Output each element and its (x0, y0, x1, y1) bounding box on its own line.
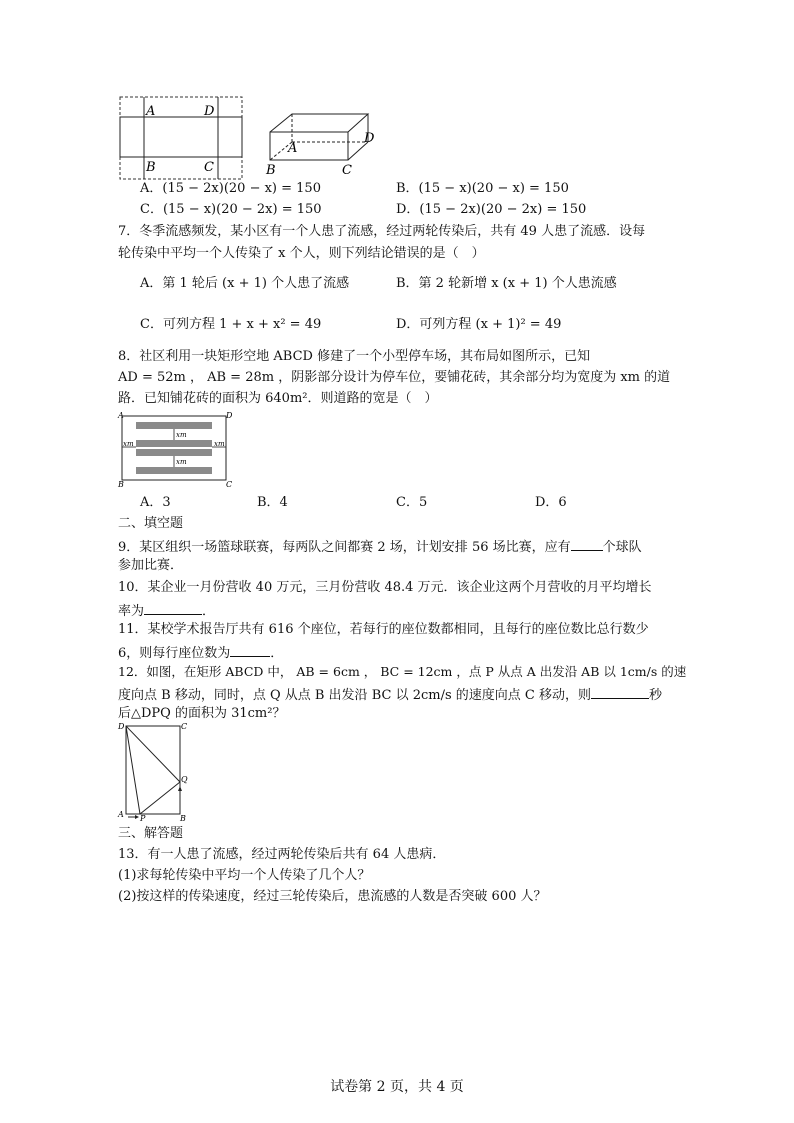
q8-option-b: B．4 (257, 495, 288, 510)
q6-option-d: D．(15 − 2x)(20 − 2x) = 150 (396, 202, 587, 217)
q7-stem-line2: 轮传染中平均一个人传染了 x 个人，则下列结论错误的是（ ） (118, 246, 485, 261)
q6-net-figure (118, 95, 244, 181)
q9-answer-blank[interactable] (571, 536, 603, 551)
q13-sub1: (1)求每轮传染中平均一个人传染了几个人？ (118, 868, 371, 883)
q11-text-pre: 6，则每行座位数为 (118, 646, 231, 661)
q11-line1: 11．某校学术报告厅共有 616 个座位，若每行的座位数都相同，且每行的座位数比总行数少 (118, 622, 649, 637)
q8-label-xm-left: xm (123, 440, 134, 448)
q8-option-c: C．5 (396, 495, 428, 510)
q12-label-q: Q (181, 775, 188, 784)
q7-option-c: C．可列方程 1 + x + x² = 49 (140, 317, 322, 332)
q6-box-label-d: D (364, 131, 375, 146)
q10-line2 (118, 600, 215, 621)
q13-sub2: (2)按这样的传染速度，经过三轮传染后，患流感的人数是否突破 600 人？ (118, 889, 547, 904)
q10-text-post: ． (202, 604, 216, 619)
q6-box-figure (262, 108, 380, 176)
q12-label-c: C (181, 722, 188, 731)
q12-label-d: D (118, 722, 125, 731)
section-solve-title: 三、解答题 (118, 826, 184, 841)
q9-line2: 参加比赛． (118, 558, 184, 573)
q12-label-p: P (140, 814, 146, 822)
q7-option-d: D．可列方程 (x + 1)² = 49 (396, 317, 562, 332)
section-fill-in-title: 二、填空题 (118, 516, 184, 531)
q8-stem-line2: AD = 52m ， AB = 28m ，阴影部分设计为停车位，要铺花砖，其余部分均为宽度为 xm 的道 (118, 370, 671, 385)
q8-stem-line1: 8．社区利用一块矩形空地 ABCD 修建了一个小型停车场，其布局如图所示，已知 (118, 349, 591, 364)
q8-label-a: A (118, 411, 124, 420)
q9-line1 (118, 536, 642, 557)
q9-text-pre: 9．某区组织一场篮球联赛，每两队之间都赛 2 场，计划安排 56 场比赛，应有 (118, 540, 571, 555)
q12-label-a: A (118, 810, 124, 819)
q12-line3: 后△DPQ 的面积为 31cm²？ (118, 706, 286, 721)
q12-line1: 12．如图，在矩形 ABCD 中， AB = 6cm ， BC = 12cm ，点 P 从点 A 出发沿 AB 以 1cm/s 的速 (118, 664, 687, 679)
q8-label-xm-top: xm (176, 431, 187, 439)
q12-text-pre: 度向点 B 移动，同时，点 Q 从点 B 出发沿 BC 以 2cm/s 的速度向点 C 移动，则 (118, 688, 591, 703)
page-footer: 试卷第 2 页，共 4 页 (330, 1079, 464, 1095)
q6-option-b: B．(15 − x)(20 − x) = 150 (396, 181, 569, 196)
q6-box-label-b: B (266, 163, 276, 176)
q11-line2 (118, 642, 283, 663)
q11-text-post: ． (270, 646, 284, 661)
q8-label-b: B (118, 480, 124, 488)
q6-box-label-a: A (288, 141, 298, 156)
q6-net-label-c: C (204, 160, 214, 175)
q7-stem-line1: 7．冬季流感频发，某小区有一个人患了流感，经过两轮传染后，共有 49 人患了流感．设每 (118, 224, 646, 239)
q12-text-post: 秒 (648, 688, 662, 703)
q6-net-label-a: A (146, 104, 156, 119)
q10-line1: 10．某企业一月份营收 40 万元，三月份营收 48.4 万元．该企业这两个月营收的月平均增长 (118, 580, 652, 595)
q8-parking-figure (116, 410, 234, 488)
q10-answer-blank[interactable] (144, 600, 202, 615)
q12-rectangle-figure (116, 720, 188, 822)
q12-line2 (118, 684, 662, 705)
q8-stem-line3: 路．已知铺花砖的面积为 640m²．则道路的宽是（ ） (118, 391, 438, 406)
q8-option-d: D．6 (535, 495, 567, 510)
q7-option-b: B．第 2 轮新增 x (x + 1) 个人患流感 (396, 276, 617, 291)
q6-option-c: C．(15 − x)(20 − 2x) = 150 (140, 202, 322, 217)
q12-answer-blank[interactable] (591, 684, 649, 699)
q12-label-b: B (180, 814, 186, 822)
q10-text-pre: 率为 (118, 604, 145, 619)
q9-text-post: 个球队 (602, 540, 642, 555)
q7-option-a: A．第 1 轮后 (x + 1) 个人患了流感 (140, 276, 350, 291)
q8-label-xm-bottom: xm (176, 458, 187, 466)
q8-label-xm-right: xm (214, 440, 225, 448)
q11-answer-blank[interactable] (230, 642, 270, 657)
q8-label-c: C (226, 480, 233, 488)
q6-net-label-b: B (146, 160, 156, 175)
q8-option-a: A．3 (140, 495, 171, 510)
q13-stem: 13．有一人患了流感，经过两轮传染后共有 64 人患病． (118, 847, 446, 862)
q6-box-label-c: C (342, 163, 352, 176)
q6-net-label-d: D (204, 104, 215, 119)
q6-option-a: A．(15 − 2x)(20 − x) = 150 (140, 181, 321, 196)
q8-label-d: D (226, 411, 233, 420)
